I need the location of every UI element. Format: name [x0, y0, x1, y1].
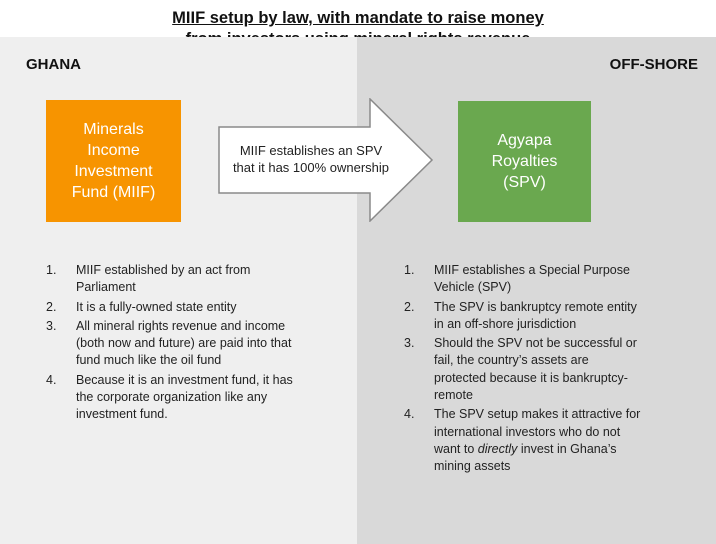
list-item-number: 4.	[404, 407, 415, 422]
list-item-text: Should the SPV not be successful or fail, the country’s assets are protected because it is bankruptcy-remote	[434, 336, 637, 403]
spv-box-line: Royalties	[491, 153, 558, 170]
ghana-points-list	[46, 262, 296, 426]
miif-box-line: Minerals	[83, 121, 144, 138]
offshore-points-list	[404, 262, 644, 478]
list-item-number: 2.	[404, 299, 415, 314]
list-item-text: All mineral rights revenue and income (both now and future) are paid into that fund much like the oil fund	[76, 318, 292, 368]
spv-box	[458, 101, 591, 222]
miif-box-line: Income	[87, 142, 140, 159]
miif-box-line: Fund (MIIF)	[71, 184, 156, 201]
list-item	[46, 318, 296, 370]
list-item-text: The SPV is bankruptcy remote entity in an off-shore jurisdiction	[434, 299, 637, 331]
arrow-text	[226, 142, 396, 176]
list-item-text: Because it is an investment fund, it has the corporate organization like any investment fund.	[76, 372, 293, 422]
ghana-label: GHANA	[26, 56, 81, 73]
list-item-number: 1.	[46, 263, 57, 277]
list-item	[46, 262, 296, 297]
spv-box-line: Agyapa	[497, 132, 552, 149]
list-item-text: MIIF establishes a Special Purpose Vehicle (SPV)	[434, 263, 630, 295]
list-item-number: 1.	[404, 263, 415, 277]
list-item	[404, 299, 644, 334]
offshore-label: OFF-SHORE	[609, 56, 698, 73]
miif-box	[46, 100, 181, 222]
list-item	[46, 372, 296, 424]
arrow-text-line: MIIF establishes an SPV	[239, 143, 383, 158]
list-item	[46, 299, 296, 316]
list-item-number: 2.	[46, 299, 57, 314]
list-item-text: MIIF established by an act from Parliament	[76, 263, 251, 295]
arrow-text-line: that it has 100% ownership	[232, 160, 390, 175]
title-line-1: MIIF setup by law, with mandate to raise money	[172, 9, 544, 27]
spv-box-line: (SPV)	[503, 174, 546, 191]
list-item-text-part: The SPV setup makes it attractive for international investors who do not want to	[434, 407, 641, 456]
list-item-text	[434, 407, 640, 473]
list-item	[404, 335, 644, 404]
list-item	[404, 262, 644, 297]
list-item-number: 3.	[46, 318, 57, 333]
list-item-number: 3.	[404, 336, 415, 351]
list-item-number: 4.	[46, 372, 57, 387]
list-item-text-part: invest in Ghana’s mining assets	[434, 441, 617, 474]
list-item-text: It is a fully-owned state entity	[76, 299, 237, 314]
emphasized-text: directly	[477, 441, 518, 456]
miif-box-line: Investment	[74, 163, 153, 180]
list-item	[404, 406, 644, 475]
